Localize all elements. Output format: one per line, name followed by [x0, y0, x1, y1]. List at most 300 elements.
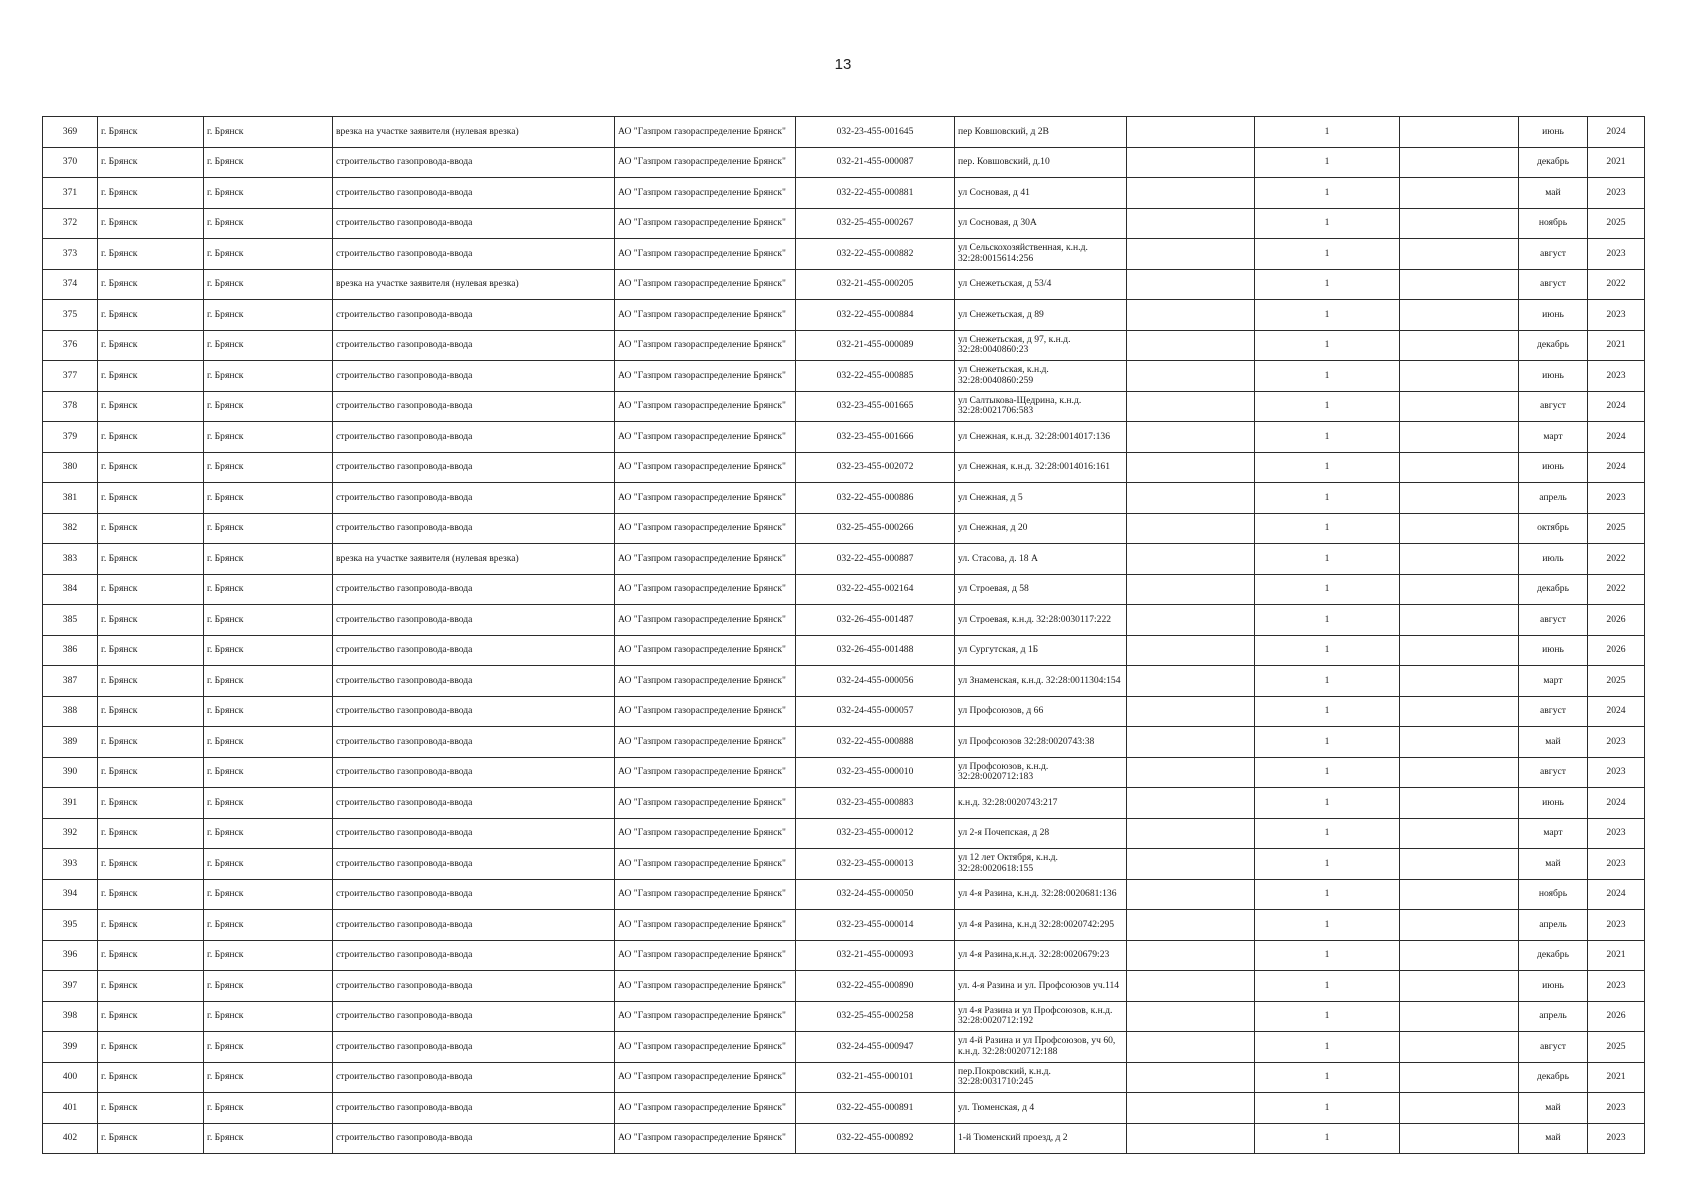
empty-cell	[1127, 879, 1255, 910]
quantity-cell: 1	[1255, 666, 1400, 697]
empty-cell	[1400, 178, 1519, 209]
year-cell: 2023	[1588, 239, 1645, 270]
address-cell: ул Снежетьская, д 53/4	[955, 269, 1127, 300]
quantity-cell: 1	[1255, 300, 1400, 331]
empty-cell	[1400, 727, 1519, 758]
district-cell: г. Брянск	[98, 452, 204, 483]
registry-code-cell: 032-22-455-000885	[796, 361, 955, 392]
city-cell: г. Брянск	[204, 361, 333, 392]
district-cell: г. Брянск	[98, 910, 204, 941]
registry-code-cell: 032-24-455-000057	[796, 696, 955, 727]
empty-cell	[1127, 391, 1255, 422]
month-cell: май	[1519, 1093, 1588, 1124]
table-row	[43, 147, 1645, 178]
empty-cell	[1400, 605, 1519, 636]
city-cell: г. Брянск	[204, 757, 333, 788]
month-cell: май	[1519, 727, 1588, 758]
empty-cell	[1400, 147, 1519, 178]
address-cell: ул Снежная, д 20	[955, 513, 1127, 544]
year-cell: 2024	[1588, 879, 1645, 910]
table-row	[43, 1032, 1645, 1063]
table-row	[43, 1062, 1645, 1093]
district-cell: г. Брянск	[98, 971, 204, 1002]
district-cell: г. Брянск	[98, 544, 204, 575]
district-cell: г. Брянск	[98, 269, 204, 300]
address-cell: ул Снежная, д 5	[955, 483, 1127, 514]
month-cell: август	[1519, 269, 1588, 300]
year-cell: 2023	[1588, 361, 1645, 392]
row-number-cell: 402	[43, 1123, 98, 1154]
year-cell: 2023	[1588, 483, 1645, 514]
empty-cell	[1400, 330, 1519, 361]
empty-cell	[1127, 574, 1255, 605]
organization-cell: АО "Газпром газораспределение Брянск"	[615, 208, 796, 239]
empty-cell	[1127, 239, 1255, 270]
empty-cell	[1400, 361, 1519, 392]
district-cell: г. Брянск	[98, 788, 204, 819]
empty-cell	[1400, 483, 1519, 514]
organization-cell: АО "Газпром газораспределение Брянск"	[615, 544, 796, 575]
registry-code-cell: 032-25-455-000266	[796, 513, 955, 544]
year-cell: 2023	[1588, 818, 1645, 849]
registry-code-cell: 032-23-455-001666	[796, 422, 955, 453]
address-cell: ул 4-я Разина и ул Профсоюзов, к.н.д. 32:28:0020712:192	[955, 1001, 1127, 1032]
address-cell: ул. Тюменская, д 4	[955, 1093, 1127, 1124]
row-number-cell: 395	[43, 910, 98, 941]
table-row	[43, 361, 1645, 392]
empty-cell	[1400, 910, 1519, 941]
quantity-cell: 1	[1255, 605, 1400, 636]
work-type-cell: строительство газопровода-ввода	[333, 330, 615, 361]
registry-code-cell: 032-24-455-000947	[796, 1032, 955, 1063]
registry-code-cell: 032-22-455-000891	[796, 1093, 955, 1124]
work-type-cell: строительство газопровода-ввода	[333, 1093, 615, 1124]
registry-code-cell: 032-23-455-001645	[796, 117, 955, 148]
empty-cell	[1400, 208, 1519, 239]
row-number-cell: 370	[43, 147, 98, 178]
quantity-cell: 1	[1255, 696, 1400, 727]
empty-cell	[1400, 117, 1519, 148]
year-cell: 2025	[1588, 208, 1645, 239]
city-cell: г. Брянск	[204, 605, 333, 636]
quantity-cell: 1	[1255, 727, 1400, 758]
city-cell: г. Брянск	[204, 818, 333, 849]
address-cell: ул Профсоюзов 32:28:0020743:38	[955, 727, 1127, 758]
row-number-cell: 387	[43, 666, 98, 697]
row-number-cell: 373	[43, 239, 98, 270]
organization-cell: АО "Газпром газораспределение Брянск"	[615, 1001, 796, 1032]
organization-cell: АО "Газпром газораспределение Брянск"	[615, 849, 796, 880]
table-row	[43, 269, 1645, 300]
organization-cell: АО "Газпром газораспределение Брянск"	[615, 666, 796, 697]
empty-cell	[1127, 849, 1255, 880]
work-type-cell: строительство газопровода-ввода	[333, 727, 615, 758]
city-cell: г. Брянск	[204, 696, 333, 727]
empty-cell	[1127, 696, 1255, 727]
empty-cell	[1127, 147, 1255, 178]
row-number-cell: 392	[43, 818, 98, 849]
address-cell: ул Снежетьская, к.н.д. 32:28:0040860:259	[955, 361, 1127, 392]
table-row	[43, 208, 1645, 239]
month-cell: март	[1519, 666, 1588, 697]
month-cell: октябрь	[1519, 513, 1588, 544]
quantity-cell: 1	[1255, 208, 1400, 239]
row-number-cell: 389	[43, 727, 98, 758]
city-cell: г. Брянск	[204, 574, 333, 605]
row-number-cell: 381	[43, 483, 98, 514]
quantity-cell: 1	[1255, 391, 1400, 422]
city-cell: г. Брянск	[204, 666, 333, 697]
work-type-cell: строительство газопровода-ввода	[333, 300, 615, 331]
quantity-cell: 1	[1255, 635, 1400, 666]
work-type-cell: строительство газопровода-ввода	[333, 849, 615, 880]
organization-cell: АО "Газпром газораспределение Брянск"	[615, 1032, 796, 1063]
registry-code-cell: 032-21-455-000087	[796, 147, 955, 178]
month-cell: декабрь	[1519, 147, 1588, 178]
empty-cell	[1400, 239, 1519, 270]
year-cell: 2024	[1588, 117, 1645, 148]
work-type-cell: врезка на участке заявителя (нулевая врезка)	[333, 117, 615, 148]
registry-code-cell: 032-25-455-000258	[796, 1001, 955, 1032]
district-cell: г. Брянск	[98, 361, 204, 392]
organization-cell: АО "Газпром газораспределение Брянск"	[615, 757, 796, 788]
city-cell: г. Брянск	[204, 269, 333, 300]
organization-cell: АО "Газпром газораспределение Брянск"	[615, 117, 796, 148]
quantity-cell: 1	[1255, 1062, 1400, 1093]
address-cell: ул. 4-я Разина и ул. Профсоюзов уч.114	[955, 971, 1127, 1002]
table-row	[43, 605, 1645, 636]
organization-cell: АО "Газпром газораспределение Брянск"	[615, 971, 796, 1002]
table-row	[43, 483, 1645, 514]
empty-cell	[1400, 1001, 1519, 1032]
registry-code-cell: 032-23-455-001665	[796, 391, 955, 422]
month-cell: июнь	[1519, 788, 1588, 819]
row-number-cell: 379	[43, 422, 98, 453]
address-cell: ул. Стасова, д. 18 А	[955, 544, 1127, 575]
registry-code-cell: 032-23-455-000012	[796, 818, 955, 849]
address-cell: пер Ковшовский, д 2В	[955, 117, 1127, 148]
quantity-cell: 1	[1255, 330, 1400, 361]
address-cell: ул Снежетьская, д 97, к.н.д. 32:28:0040860:23	[955, 330, 1127, 361]
empty-cell	[1127, 483, 1255, 514]
city-cell: г. Брянск	[204, 513, 333, 544]
year-cell: 2026	[1588, 1001, 1645, 1032]
city-cell: г. Брянск	[204, 178, 333, 209]
work-type-cell: строительство газопровода-ввода	[333, 879, 615, 910]
city-cell: г. Брянск	[204, 422, 333, 453]
empty-cell	[1127, 422, 1255, 453]
table-row	[43, 727, 1645, 758]
address-cell: ул Сосновая, д 41	[955, 178, 1127, 209]
registry-code-cell: 032-22-455-000890	[796, 971, 955, 1002]
empty-cell	[1400, 513, 1519, 544]
address-cell: пер.Покровский, к.н.д. 32:28:0031710:245	[955, 1062, 1127, 1093]
work-type-cell: строительство газопровода-ввода	[333, 147, 615, 178]
empty-cell	[1400, 818, 1519, 849]
empty-cell	[1400, 452, 1519, 483]
address-cell: ул 4-й Разина и ул Профсоюзов, уч 60, к.н.д. 32:28:0020712:188	[955, 1032, 1127, 1063]
month-cell: июнь	[1519, 971, 1588, 1002]
organization-cell: АО "Газпром газораспределение Брянск"	[615, 605, 796, 636]
quantity-cell: 1	[1255, 1032, 1400, 1063]
table-row	[43, 1001, 1645, 1032]
empty-cell	[1127, 452, 1255, 483]
row-number-cell: 369	[43, 117, 98, 148]
table-row	[43, 452, 1645, 483]
organization-cell: АО "Газпром газораспределение Брянск"	[615, 574, 796, 605]
address-cell: ул Сургутская, д 1Б	[955, 635, 1127, 666]
quantity-cell: 1	[1255, 483, 1400, 514]
year-cell: 2024	[1588, 452, 1645, 483]
empty-cell	[1127, 788, 1255, 819]
year-cell: 2023	[1588, 178, 1645, 209]
district-cell: г. Брянск	[98, 818, 204, 849]
year-cell: 2026	[1588, 635, 1645, 666]
registry-code-cell: 032-21-455-000089	[796, 330, 955, 361]
month-cell: март	[1519, 422, 1588, 453]
empty-cell	[1400, 422, 1519, 453]
table-row	[43, 757, 1645, 788]
organization-cell: АО "Газпром газораспределение Брянск"	[615, 452, 796, 483]
organization-cell: АО "Газпром газораспределение Брянск"	[615, 361, 796, 392]
district-cell: г. Брянск	[98, 574, 204, 605]
row-number-cell: 382	[43, 513, 98, 544]
city-cell: г. Брянск	[204, 1062, 333, 1093]
year-cell: 2022	[1588, 269, 1645, 300]
address-cell: ул Снежетьская, д 89	[955, 300, 1127, 331]
work-type-cell: строительство газопровода-ввода	[333, 1001, 615, 1032]
address-cell: ул Салтыкова-Щедрина, к.н.д. 32:28:0021706:583	[955, 391, 1127, 422]
address-cell: ул Профсоюзов, д 66	[955, 696, 1127, 727]
year-cell: 2024	[1588, 422, 1645, 453]
city-cell: г. Брянск	[204, 727, 333, 758]
row-number-cell: 378	[43, 391, 98, 422]
table-row	[43, 330, 1645, 361]
district-cell: г. Брянск	[98, 1093, 204, 1124]
address-cell: к.н.д. 32:28:0020743:217	[955, 788, 1127, 819]
registry-code-cell: 032-23-455-000013	[796, 849, 955, 880]
row-number-cell: 388	[43, 696, 98, 727]
district-cell: г. Брянск	[98, 178, 204, 209]
address-cell: ул Строевая, д 58	[955, 574, 1127, 605]
table-row	[43, 635, 1645, 666]
empty-cell	[1127, 1032, 1255, 1063]
registry-code-cell: 032-22-455-000887	[796, 544, 955, 575]
month-cell: август	[1519, 605, 1588, 636]
district-cell: г. Брянск	[98, 727, 204, 758]
organization-cell: АО "Газпром газораспределение Брянск"	[615, 696, 796, 727]
registry-code-cell: 032-22-455-000886	[796, 483, 955, 514]
quantity-cell: 1	[1255, 269, 1400, 300]
organization-cell: АО "Газпром газораспределение Брянск"	[615, 818, 796, 849]
organization-cell: АО "Газпром газораспределение Брянск"	[615, 422, 796, 453]
quantity-cell: 1	[1255, 544, 1400, 575]
empty-cell	[1127, 910, 1255, 941]
month-cell: май	[1519, 178, 1588, 209]
work-type-cell: строительство газопровода-ввода	[333, 1123, 615, 1154]
year-cell: 2021	[1588, 330, 1645, 361]
registry-table	[42, 116, 1645, 1154]
district-cell: г. Брянск	[98, 1123, 204, 1154]
district-cell: г. Брянск	[98, 605, 204, 636]
registry-code-cell: 032-22-455-000881	[796, 178, 955, 209]
table-row	[43, 422, 1645, 453]
district-cell: г. Брянск	[98, 300, 204, 331]
registry-code-cell: 032-25-455-000267	[796, 208, 955, 239]
registry-code-cell: 032-22-455-000888	[796, 727, 955, 758]
city-cell: г. Брянск	[204, 940, 333, 971]
month-cell: август	[1519, 391, 1588, 422]
row-number-cell: 391	[43, 788, 98, 819]
registry-code-cell: 032-23-455-000010	[796, 757, 955, 788]
district-cell: г. Брянск	[98, 208, 204, 239]
organization-cell: АО "Газпром газораспределение Брянск"	[615, 391, 796, 422]
table-row	[43, 788, 1645, 819]
year-cell: 2023	[1588, 910, 1645, 941]
year-cell: 2026	[1588, 605, 1645, 636]
registry-code-cell: 032-23-455-000883	[796, 788, 955, 819]
city-cell: г. Брянск	[204, 300, 333, 331]
row-number-cell: 375	[43, 300, 98, 331]
city-cell: г. Брянск	[204, 849, 333, 880]
month-cell: август	[1519, 696, 1588, 727]
year-cell: 2024	[1588, 391, 1645, 422]
row-number-cell: 397	[43, 971, 98, 1002]
table-row	[43, 696, 1645, 727]
city-cell: г. Брянск	[204, 971, 333, 1002]
table-row	[43, 544, 1645, 575]
empty-cell	[1127, 1062, 1255, 1093]
city-cell: г. Брянск	[204, 1001, 333, 1032]
city-cell: г. Брянск	[204, 788, 333, 819]
year-cell: 2022	[1588, 574, 1645, 605]
month-cell: апрель	[1519, 910, 1588, 941]
month-cell: май	[1519, 849, 1588, 880]
quantity-cell: 1	[1255, 178, 1400, 209]
registry-code-cell: 032-21-455-000205	[796, 269, 955, 300]
organization-cell: АО "Газпром газораспределение Брянск"	[615, 788, 796, 819]
address-cell: ул 4-я Разина, к.н.д. 32:28:0020681:136	[955, 879, 1127, 910]
empty-cell	[1400, 971, 1519, 1002]
year-cell: 2023	[1588, 1093, 1645, 1124]
empty-cell	[1127, 1001, 1255, 1032]
registry-code-cell: 032-22-455-000892	[796, 1123, 955, 1154]
empty-cell	[1400, 635, 1519, 666]
city-cell: г. Брянск	[204, 1123, 333, 1154]
empty-cell	[1400, 391, 1519, 422]
work-type-cell: строительство газопровода-ввода	[333, 910, 615, 941]
address-cell: ул 12 лет Октября, к.н.д. 32:28:0020618:155	[955, 849, 1127, 880]
year-cell: 2025	[1588, 666, 1645, 697]
work-type-cell: строительство газопровода-ввода	[333, 635, 615, 666]
month-cell: ноябрь	[1519, 879, 1588, 910]
empty-cell	[1400, 1032, 1519, 1063]
quantity-cell: 1	[1255, 361, 1400, 392]
empty-cell	[1400, 1093, 1519, 1124]
work-type-cell: врезка на участке заявителя (нулевая врезка)	[333, 544, 615, 575]
work-type-cell: строительство газопровода-ввода	[333, 818, 615, 849]
empty-cell	[1400, 574, 1519, 605]
organization-cell: АО "Газпром газораспределение Брянск"	[615, 635, 796, 666]
city-cell: г. Брянск	[204, 1032, 333, 1063]
empty-cell	[1400, 544, 1519, 575]
district-cell: г. Брянск	[98, 1001, 204, 1032]
organization-cell: АО "Газпром газораспределение Брянск"	[615, 330, 796, 361]
quantity-cell: 1	[1255, 513, 1400, 544]
table-row	[43, 666, 1645, 697]
organization-cell: АО "Газпром газораспределение Брянск"	[615, 147, 796, 178]
empty-cell	[1127, 300, 1255, 331]
year-cell: 2021	[1588, 147, 1645, 178]
city-cell: г. Брянск	[204, 1093, 333, 1124]
registry-code-cell: 032-23-455-000014	[796, 910, 955, 941]
empty-cell	[1400, 300, 1519, 331]
row-number-cell: 385	[43, 605, 98, 636]
month-cell: март	[1519, 818, 1588, 849]
month-cell: июль	[1519, 544, 1588, 575]
work-type-cell: строительство газопровода-ввода	[333, 666, 615, 697]
year-cell: 2023	[1588, 300, 1645, 331]
quantity-cell: 1	[1255, 971, 1400, 1002]
month-cell: декабрь	[1519, 940, 1588, 971]
table-row	[43, 818, 1645, 849]
organization-cell: АО "Газпром газораспределение Брянск"	[615, 727, 796, 758]
month-cell: апрель	[1519, 483, 1588, 514]
table-row	[43, 239, 1645, 270]
empty-cell	[1400, 269, 1519, 300]
registry-code-cell: 032-22-455-002164	[796, 574, 955, 605]
registry-code-cell: 032-22-455-000882	[796, 239, 955, 270]
month-cell: июнь	[1519, 117, 1588, 148]
row-number-cell: 401	[43, 1093, 98, 1124]
quantity-cell: 1	[1255, 879, 1400, 910]
row-number-cell: 372	[43, 208, 98, 239]
table-row	[43, 971, 1645, 1002]
organization-cell: АО "Газпром газораспределение Брянск"	[615, 513, 796, 544]
quantity-cell: 1	[1255, 757, 1400, 788]
year-cell: 2025	[1588, 513, 1645, 544]
month-cell: август	[1519, 757, 1588, 788]
quantity-cell: 1	[1255, 1093, 1400, 1124]
empty-cell	[1127, 605, 1255, 636]
year-cell: 2025	[1588, 1032, 1645, 1063]
city-cell: г. Брянск	[204, 147, 333, 178]
work-type-cell: строительство газопровода-ввода	[333, 1032, 615, 1063]
row-number-cell: 393	[43, 849, 98, 880]
work-type-cell: строительство газопровода-ввода	[333, 971, 615, 1002]
district-cell: г. Брянск	[98, 849, 204, 880]
work-type-cell: строительство газопровода-ввода	[333, 483, 615, 514]
registry-code-cell: 032-24-455-000056	[796, 666, 955, 697]
quantity-cell: 1	[1255, 1001, 1400, 1032]
address-cell: ул Строевая, к.н.д. 32:28:0030117:222	[955, 605, 1127, 636]
address-cell: ул Знаменская, к.н.д. 32:28:0011304:154	[955, 666, 1127, 697]
empty-cell	[1400, 1062, 1519, 1093]
quantity-cell: 1	[1255, 818, 1400, 849]
month-cell: ноябрь	[1519, 208, 1588, 239]
empty-cell	[1127, 544, 1255, 575]
city-cell: г. Брянск	[204, 208, 333, 239]
registry-code-cell: 032-23-455-002072	[796, 452, 955, 483]
empty-cell	[1127, 1093, 1255, 1124]
district-cell: г. Брянск	[98, 666, 204, 697]
work-type-cell: строительство газопровода-ввода	[333, 1062, 615, 1093]
row-number-cell: 377	[43, 361, 98, 392]
empty-cell	[1127, 269, 1255, 300]
table-row	[43, 910, 1645, 941]
organization-cell: АО "Газпром газораспределение Брянск"	[615, 879, 796, 910]
work-type-cell: врезка на участке заявителя (нулевая врезка)	[333, 269, 615, 300]
